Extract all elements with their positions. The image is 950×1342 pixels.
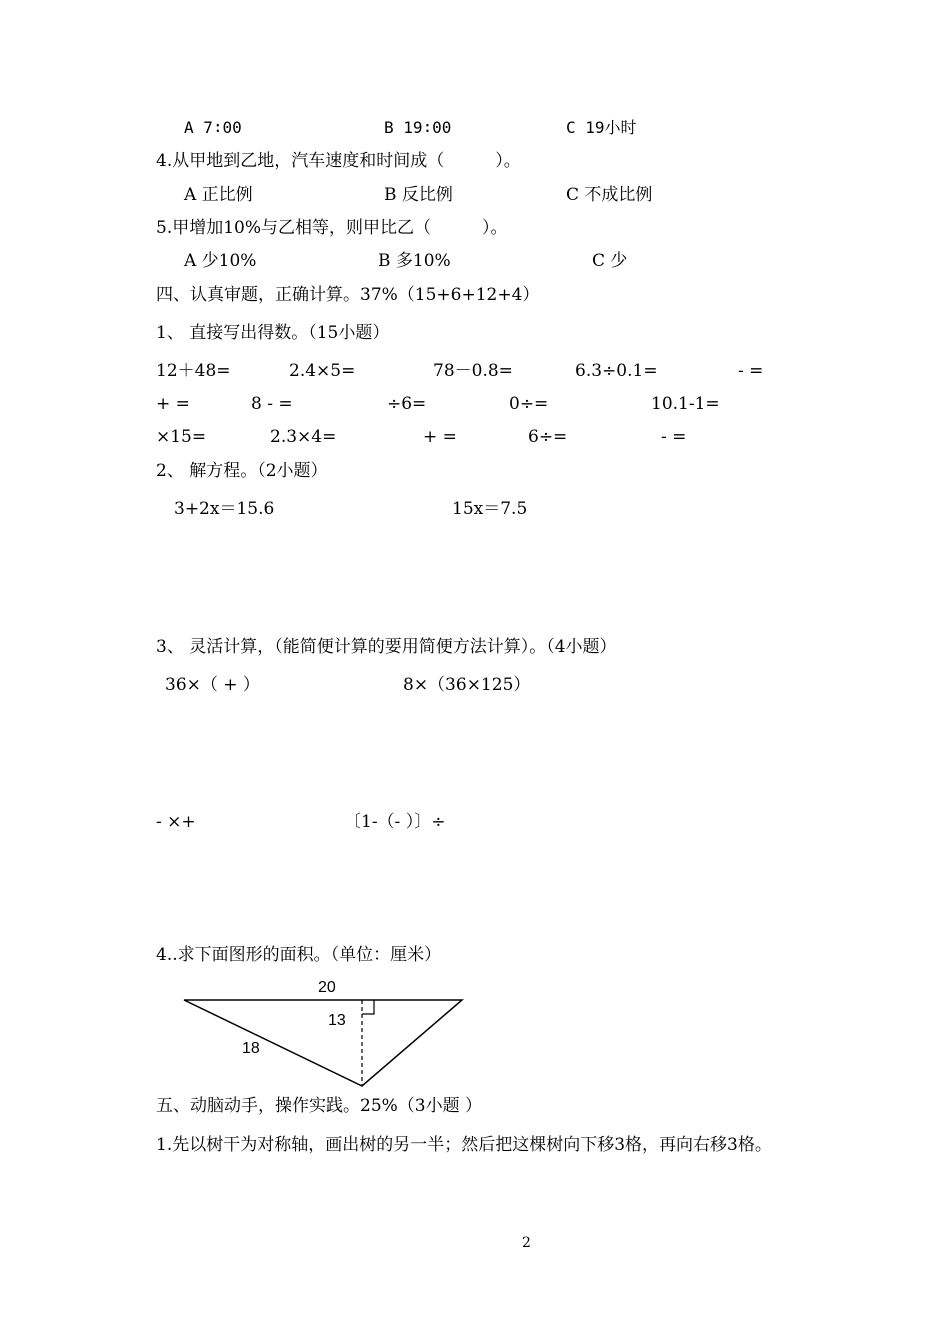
expression-4: 〔1-（- ）〕÷ — [344, 812, 446, 832]
calc-item: - = — [738, 361, 764, 381]
equation-1: 3+2x＝15.6 — [174, 499, 275, 519]
calc-item: 2.3×4= — [270, 427, 337, 447]
q4-question: 4.从甲地到乙地，汽车速度和时间成（ ）。 — [156, 151, 521, 171]
calc-item: + = — [423, 427, 457, 447]
q5-question: 5.甲增加10%与乙相等，则甲比乙（ ）。 — [156, 218, 508, 238]
expression-1: 36×（ + ） — [165, 675, 260, 695]
calc-item: 78－0.8= — [433, 361, 513, 381]
section5-title: 五、动脑动手，操作实践。25%（3小题 ） — [156, 1096, 483, 1116]
label-side: 18 — [242, 1040, 260, 1057]
equation-2: 15x＝7.5 — [452, 499, 528, 519]
q3-option-c: C 19小时 — [566, 118, 637, 137]
section4-title: 四、认真审题，正确计算。37%（15+6+12+4） — [156, 285, 540, 305]
q3-option-b: B 19∶00 — [384, 118, 452, 137]
calc-item: 10.1-1= — [651, 394, 720, 414]
calc-item: ×15= — [156, 427, 207, 447]
label-top: 20 — [318, 979, 336, 996]
calc-item: 2.4×5= — [289, 361, 356, 381]
calc-item: 12＋48= — [156, 361, 231, 381]
q4-option-a: A 正比例 — [184, 185, 253, 205]
expression-2: 8×（36×125） — [403, 675, 531, 695]
calc-item: + = — [156, 394, 190, 414]
triangle-outline — [184, 1000, 462, 1086]
q5-option-b: B 多10% — [378, 251, 451, 271]
right-angle-marker — [362, 1000, 374, 1014]
section5-q1: 1.先以树干为对称轴，画出树的另一半；然后把这棵树向下移3格，再向右移3格。 — [156, 1135, 772, 1155]
q5-option-c: C 少 — [592, 251, 628, 271]
part3-title: 3、 灵活计算，（能简便计算的要用简便方法计算）。（4小题） — [156, 637, 617, 657]
q3-option-a: A 7∶00 — [184, 118, 242, 137]
label-height: 13 — [328, 1012, 346, 1029]
expression-3: - ×+ — [156, 812, 196, 832]
calc-item: ÷6= — [387, 394, 427, 414]
q4-option-b: B 反比例 — [384, 185, 453, 205]
part2-title: 2、 解方程。（2小题） — [156, 461, 328, 481]
calc-item: 6÷= — [528, 427, 568, 447]
page-number: 2 — [522, 1235, 531, 1251]
part1-title: 1、 直接写出得数。（15小题） — [156, 323, 390, 343]
part4-title: 4..求下面图形的面积。（单位：厘米） — [156, 945, 442, 965]
q5-option-a: A 少10% — [184, 251, 257, 271]
calc-item: 0÷= — [509, 394, 549, 414]
calc-item: 6.3÷0.1= — [575, 361, 658, 381]
q4-option-c: C 不成比例 — [566, 185, 653, 205]
calc-item: 8 - = — [251, 394, 293, 414]
calc-item: - = — [661, 427, 687, 447]
